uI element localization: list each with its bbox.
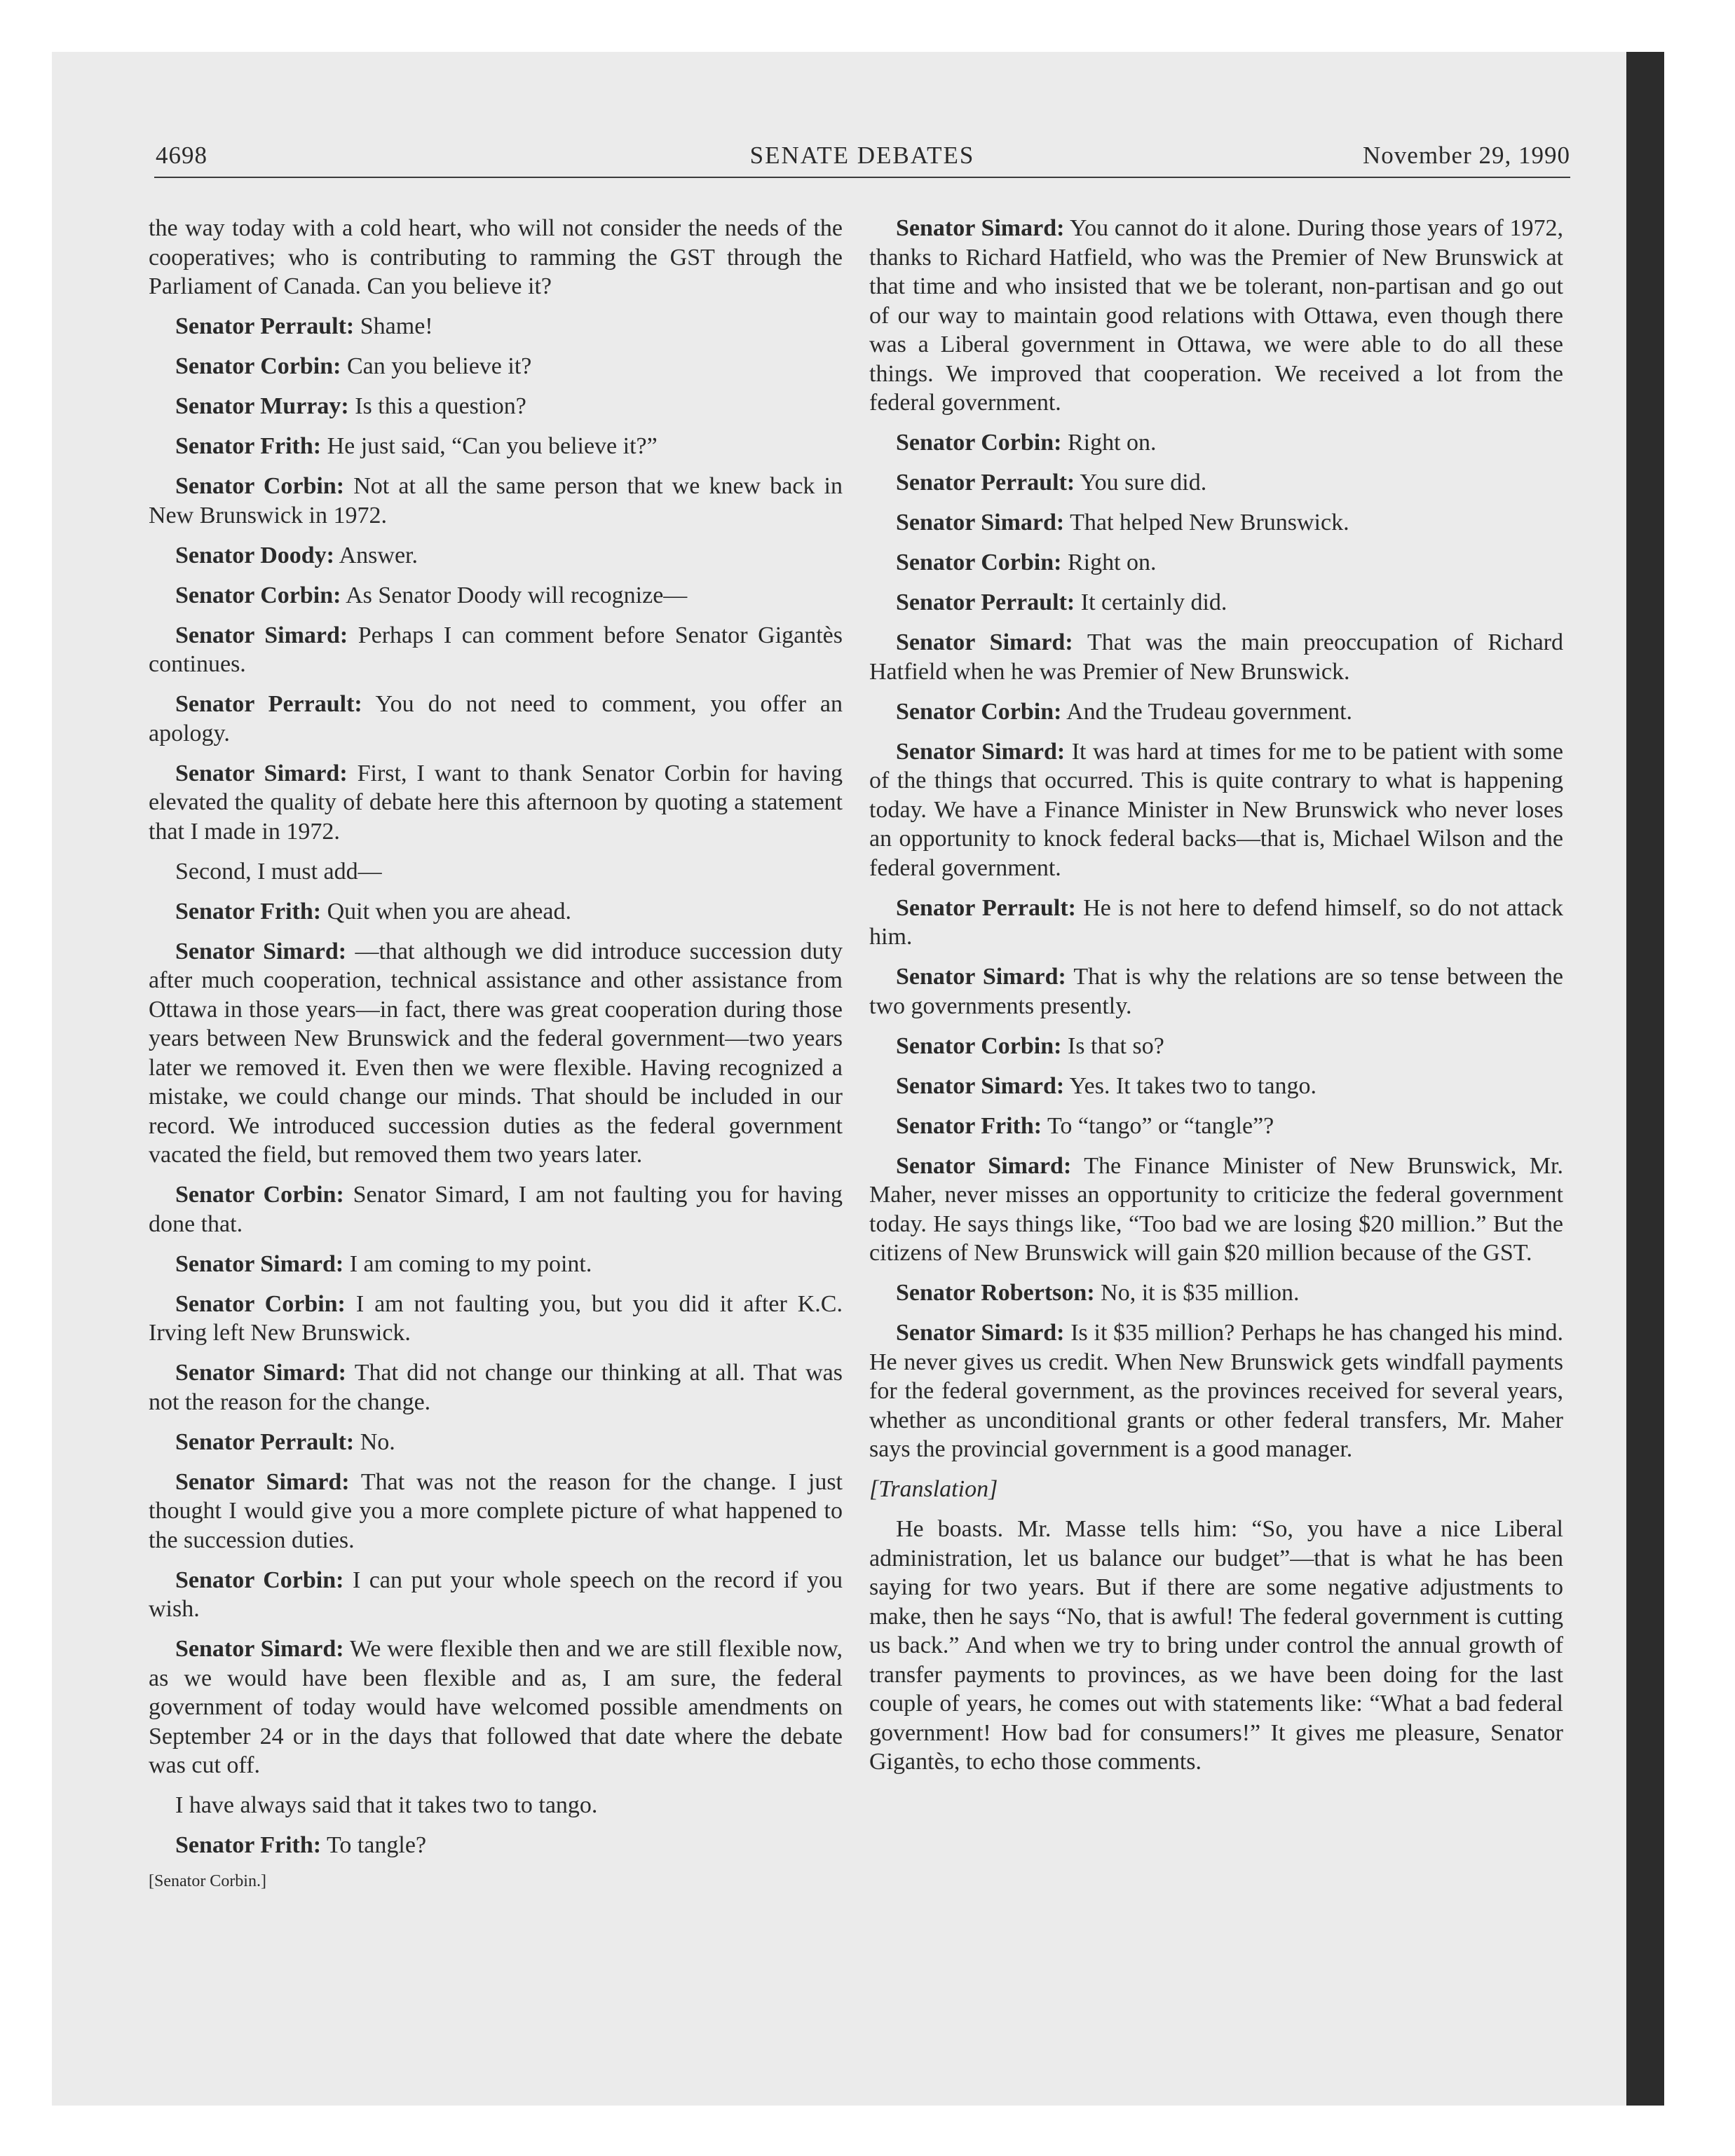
- speech-text: You sure did.: [1080, 470, 1207, 496]
- speaker-name: Senator Simard:: [896, 1320, 1065, 1346]
- speech-text: Can you believe it?: [346, 353, 532, 379]
- debate-paragraph: [149, 392, 843, 421]
- speaker-name: Senator Simard:: [175, 760, 348, 786]
- speech-text: We were flexible then and we are still flexible now, as we would have been flexible and as, I am sure, the federal government of today would have welcomed possible amendments on September 24 or in the days that followed that date where the debate was cut off.: [149, 1636, 843, 1778]
- debate-paragraph: [149, 352, 843, 381]
- speech-text: It certainly did.: [1080, 589, 1227, 615]
- debate-paragraph: [149, 541, 843, 571]
- sitting-date: November 29, 1990: [1363, 142, 1570, 169]
- speech-text: Not at all the same person that we knew back in New Brunswick in 1972.: [149, 473, 843, 528]
- speaker-name: Senator Corbin:: [175, 582, 341, 608]
- speech-text: That did not change our thinking at all. That was not the reason for the change.: [149, 1360, 843, 1415]
- debate-paragraph: [869, 1278, 1563, 1308]
- speech-text: You cannot do it alone. During those years of 1972, thanks to Richard Hatfield, who was the Premier of New Brunswick at that time and who insisted that we be tolerant, non-partisan and go out of our way to maintain good relations with Ottawa, even though there was a Liberal government in Ottawa, we were able to do all these things. We improved that cooperation. We received a lot from the federal government.: [869, 215, 1563, 416]
- debate-paragraph: [869, 468, 1563, 498]
- speech-text: It was hard at times for me to be patient with some of the things that occurred. This is quite contrary to what is happening today. We have a Finance Minister in New Brunswick who never loses an opportunity to knock federal backs—that is, Michael Wilson and the federal government.: [869, 738, 1563, 881]
- speech-text: Quit when you are ahead.: [327, 898, 571, 925]
- page-number: 4698: [156, 142, 207, 169]
- speaker-name: Senator Perrault:: [175, 1428, 355, 1455]
- speech-text: I am not faulting you, but you did it after K.C. Irving left New Brunswick.: [149, 1290, 843, 1346]
- speaker-name: Senator Perrault:: [896, 894, 1076, 921]
- speaker-name: Senator Murray:: [175, 393, 349, 419]
- debate-paragraph: [869, 588, 1563, 618]
- speech-text: the way today with a cold heart, who will not consider the needs of the cooperatives; who is contributing to ramming the GST through the Parliament of Canada. Can you believe it?: [149, 215, 843, 299]
- debate-paragraph: [149, 857, 843, 887]
- speaker-name: Senator Simard:: [175, 1250, 344, 1277]
- debate-paragraph: [149, 312, 843, 341]
- debate-paragraph: [869, 894, 1563, 952]
- speech-text: Shame!: [360, 313, 433, 339]
- speech-text: That is why the relations are so tense between the two governments presently.: [869, 964, 1563, 1019]
- speech-text: That helped New Brunswick.: [1070, 510, 1349, 535]
- speaker-name: Senator Simard:: [896, 1072, 1065, 1099]
- debate-paragraph: [869, 428, 1563, 458]
- speech-text: —that although we did introduce succession duty after much cooperation, technical assistance and other assistance from Ottawa in those years—in fact, there was great cooperation during those years between New Brunswick and the federal government—two years later we removed it. Even then we were flexible. Having recognized a mistake, we could change our minds. That should be included in our record. We introduced succession duties as the federal government vacated the field, but removed them two years later.: [149, 938, 843, 1168]
- left-column: [149, 214, 843, 1903]
- debate-paragraph: [869, 1515, 1563, 1777]
- speech-text: Right on.: [1067, 550, 1157, 575]
- speech-text: I can put your whole speech on the record if you wish.: [149, 1567, 843, 1622]
- debate-paragraph: [869, 548, 1563, 578]
- speech-text: Perhaps I can comment before Senator Gigantès continues.: [149, 622, 843, 677]
- speech-text: And the Trudeau government.: [1066, 698, 1353, 725]
- speech-text: Right on.: [1067, 430, 1157, 456]
- speaker-name: Senator Simard:: [896, 964, 1066, 990]
- speech-text: I am coming to my point.: [349, 1250, 592, 1277]
- debate-paragraph: [149, 690, 843, 748]
- debate-paragraph: [149, 1635, 843, 1780]
- debate-paragraph: [149, 1250, 843, 1279]
- debate-paragraph: [869, 1072, 1563, 1101]
- speaker-name: Senator Frith:: [896, 1112, 1042, 1139]
- scan-edge-shadow: [1626, 52, 1664, 2106]
- speech-text: Is that so?: [1067, 1032, 1164, 1059]
- debate-paragraph: [869, 1032, 1563, 1061]
- speech-text: Yes. It takes two to tango.: [1069, 1072, 1317, 1099]
- speaker-name: Senator Simard:: [896, 629, 1073, 655]
- speech-text: The Finance Minister of New Brunswick, Mr. Maher, never misses an opportunity to criticize the federal government today. He says things like, “Too bad we are losing $20 million.” But the citizens of New Brunswick will gain $20 million because of the GST.: [869, 1152, 1563, 1266]
- speaker-name: Senator Corbin:: [175, 1290, 346, 1317]
- speech-text: To tangle?: [326, 1832, 427, 1858]
- debate-paragraph: [869, 1318, 1563, 1464]
- translation-marker: [869, 1475, 1563, 1504]
- speaker-name: Senator Simard:: [175, 938, 347, 964]
- speech-text: No.: [360, 1428, 395, 1455]
- speaker-name: Senator Frith:: [175, 1832, 322, 1858]
- debate-paragraph: [149, 581, 843, 610]
- speech-text: Second, I must add—: [175, 858, 382, 885]
- speaker-name: Senator Corbin:: [175, 353, 341, 379]
- speech-text: Senator Simard, I am not faulting you for having done that.: [149, 1182, 843, 1237]
- debate-paragraph: [149, 1831, 843, 1860]
- speech-text: First, I want to thank Senator Corbin for having elevated the quality of debate here this afternoon by quoting a statement that I made in 1972.: [149, 760, 843, 845]
- speaker-name: Senator Simard:: [896, 738, 1066, 765]
- debate-paragraph: [149, 897, 843, 927]
- debate-paragraph: [869, 628, 1563, 686]
- debate-paragraph: [149, 937, 843, 1170]
- right-column: [869, 214, 1563, 1787]
- debate-paragraph: [149, 1468, 843, 1555]
- speaker-name: Senator Corbin:: [896, 430, 1062, 456]
- speech-text: To “tango” or “tangle”?: [1047, 1112, 1274, 1139]
- page-header: [154, 139, 1570, 178]
- speech-text: [Translation]: [869, 1476, 998, 1502]
- speaker-name: Senator Simard:: [175, 1360, 346, 1386]
- debate-paragraph: [869, 214, 1563, 418]
- debate-paragraph: [149, 1428, 843, 1457]
- debate-paragraph: [149, 1358, 843, 1417]
- speaker-name: Senator Frith:: [175, 898, 322, 925]
- publication-title: SENATE DEBATES: [749, 142, 975, 169]
- speaker-name: Senator Simard:: [175, 622, 348, 648]
- debate-paragraph: [149, 1566, 843, 1624]
- debate-paragraph: [149, 432, 843, 461]
- debate-paragraph: [869, 697, 1563, 727]
- speech-text: He just said, “Can you believe it?”: [327, 433, 658, 459]
- speaker-name: Senator Simard:: [896, 510, 1065, 535]
- debate-paragraph: [869, 962, 1563, 1021]
- speaker-name: Senator Robertson:: [896, 1280, 1095, 1306]
- speech-text: Is this a question?: [355, 393, 526, 419]
- speaker-name: Senator Corbin:: [896, 1032, 1062, 1059]
- debate-paragraph: [149, 1290, 843, 1348]
- speaker-name: Senator Corbin:: [896, 550, 1062, 575]
- debate-paragraph: [149, 759, 843, 847]
- debate-paragraph: [869, 1152, 1563, 1268]
- speaker-name: Senator Perrault:: [175, 691, 362, 717]
- speech-text: Answer.: [339, 542, 419, 568]
- debate-paragraph: [149, 1180, 843, 1239]
- debate-paragraph: [869, 508, 1563, 538]
- speech-text: That was the main preoccupation of Richard Hatfield when he was Premier of New Brunswick.: [869, 629, 1563, 685]
- speaker-name: Senator Simard:: [896, 215, 1065, 241]
- speaker-name: Senator Simard:: [896, 1152, 1072, 1179]
- debate-paragraph: [149, 472, 843, 530]
- speaker-name: Senator Doody:: [175, 542, 334, 568]
- speech-text: He is not here to defend himself, so do not attack him.: [869, 894, 1564, 950]
- speaker-attribution: [Senator Corbin.]: [149, 1872, 266, 1890]
- speaker-name: Senator Corbin:: [175, 1182, 344, 1208]
- speaker-name: Senator Perrault:: [175, 313, 355, 339]
- debate-paragraph: [149, 621, 843, 679]
- speech-text: He boasts. Mr. Masse tells him: “So, you have a nice Liberal administration, let us balance our budget”—that is what he has been saying for two years. But if there are some negative adjustments to make, then he says “No, that is awful! The federal government is cutting us back.” And when we try to bring under control the annual growth of transfer payments to provinces, as we have been doing for the last couple of years, he comes out with statements like: “What a bad federal government! How bad for consumers!” It gives me pleasure, Senator Gigantès, to echo those comments.: [869, 1516, 1563, 1775]
- speaker-name: Senator Corbin:: [896, 698, 1062, 725]
- speaker-name: Senator Perrault:: [896, 470, 1075, 496]
- speech-text: No, it is $35 million.: [1101, 1280, 1300, 1306]
- speech-text: As Senator Doody will recognize—: [346, 582, 688, 608]
- speech-text: That was not the reason for the change. I just thought I would give you a more complete picture of what happened to the succession duties.: [149, 1468, 843, 1553]
- speaker-name: Senator Frith:: [175, 433, 322, 459]
- speech-text: Is it $35 million? Perhaps he has changed his mind. He never gives us credit. When New Brunswick gets windfall payments for the federal government, as the provinces received for several years, whether as unconditional grants or other federal transfers, Mr. Maher says the provincial government is a good manager.: [869, 1320, 1564, 1462]
- debate-paragraph: [869, 737, 1563, 883]
- speaker-name: Senator Corbin:: [175, 473, 345, 499]
- debate-paragraph: [149, 214, 843, 301]
- debate-paragraph: [149, 1791, 843, 1820]
- speaker-name: Senator Simard:: [175, 1468, 350, 1495]
- speech-text: You do not need to comment, you offer an apology.: [149, 691, 843, 746]
- speaker-name: Senator Perrault:: [896, 589, 1075, 615]
- speaker-name: Senator Simard:: [175, 1636, 344, 1662]
- debate-paragraph: [869, 1112, 1563, 1141]
- speaker-name: Senator Corbin:: [175, 1567, 344, 1593]
- speech-text: I have always said that it takes two to tango.: [175, 1792, 598, 1818]
